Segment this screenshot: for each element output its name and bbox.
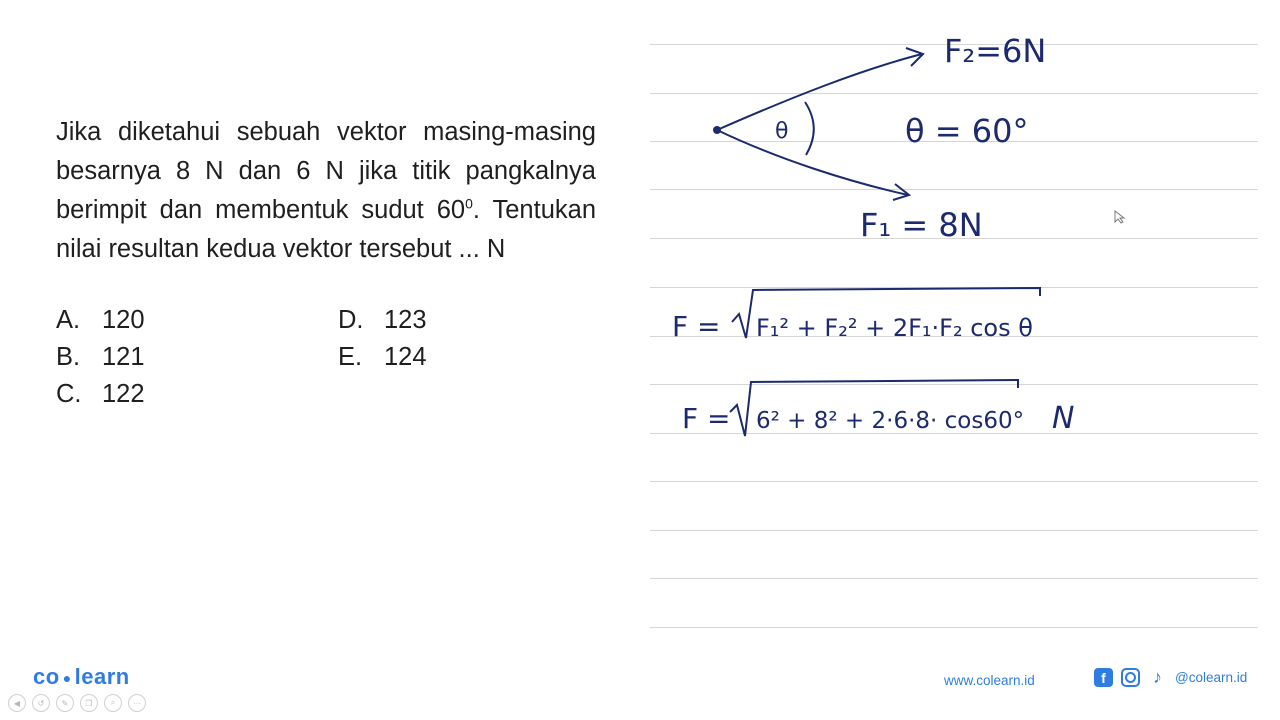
prev-icon[interactable]: ◀ <box>8 694 26 712</box>
social-handle[interactable]: @colearn.id <box>1175 670 1248 685</box>
option-c-key: C. <box>56 380 82 408</box>
f1-label: F₁ = 8N <box>860 206 983 244</box>
replay-icon[interactable]: ↺ <box>32 694 50 712</box>
angle-arc <box>805 102 814 155</box>
option-e-key: E. <box>338 343 363 371</box>
f2-label: F₂=6N <box>944 32 1047 70</box>
vector-f2-line <box>717 54 922 130</box>
mouse-cursor-icon <box>1114 210 1126 224</box>
option-a-key: A. <box>56 306 81 334</box>
option-e-value: 124 <box>384 343 427 371</box>
more-icon[interactable]: ··· <box>128 694 146 712</box>
formula-lhs: F = <box>672 310 721 343</box>
degree-superscript: 0 <box>465 195 473 212</box>
option-d-key: D. <box>338 306 364 334</box>
option-a-value: 120 <box>102 306 145 334</box>
player-controls <box>8 694 146 712</box>
option-d-value: 123 <box>384 306 427 334</box>
social-links <box>1094 668 1247 687</box>
option-c-value: 122 <box>102 380 145 408</box>
edit-icon[interactable]: ✎ <box>56 694 74 712</box>
copy-icon[interactable]: ❐ <box>80 694 98 712</box>
unit-label: N <box>1052 401 1075 436</box>
website-link[interactable]: www.colearn.id <box>944 673 1035 688</box>
instagram-icon[interactable] <box>1121 668 1140 687</box>
formula-radicand: F₁² + F₂² + 2F₁·F₂ cos θ <box>756 314 1033 342</box>
facebook-icon[interactable]: f <box>1094 668 1113 687</box>
tiktok-icon[interactable]: ♪ <box>1153 667 1162 687</box>
option-b-key: B. <box>56 343 81 371</box>
logo-left: co <box>33 664 60 689</box>
theta-value: θ = 60° <box>905 112 1029 150</box>
question-text-end: . Tentukan nilai resultan kedua vektor tersebut ... N <box>56 196 596 263</box>
substitution-formula <box>682 380 1074 436</box>
resultant-formula <box>672 288 1040 343</box>
option-b-value: 121 <box>102 343 145 371</box>
substitution-radicand: 6² + 8² + 2·6·8· cos60° <box>756 408 1025 434</box>
colearn-logo: co ● learn <box>33 664 130 689</box>
theta-mark: θ <box>775 119 789 144</box>
substitution-lhs: F = <box>682 402 731 435</box>
logo-right: learn <box>74 664 130 689</box>
zoom-icon[interactable]: ⌕ <box>104 694 122 712</box>
question-text-main: Jika diketahui sebuah vektor masing-masing besarnya 8 N dan 6 N jika titik pangkalnya berimpit dan membentuk sudut 60 <box>56 118 596 224</box>
vector-diagram <box>713 48 923 200</box>
